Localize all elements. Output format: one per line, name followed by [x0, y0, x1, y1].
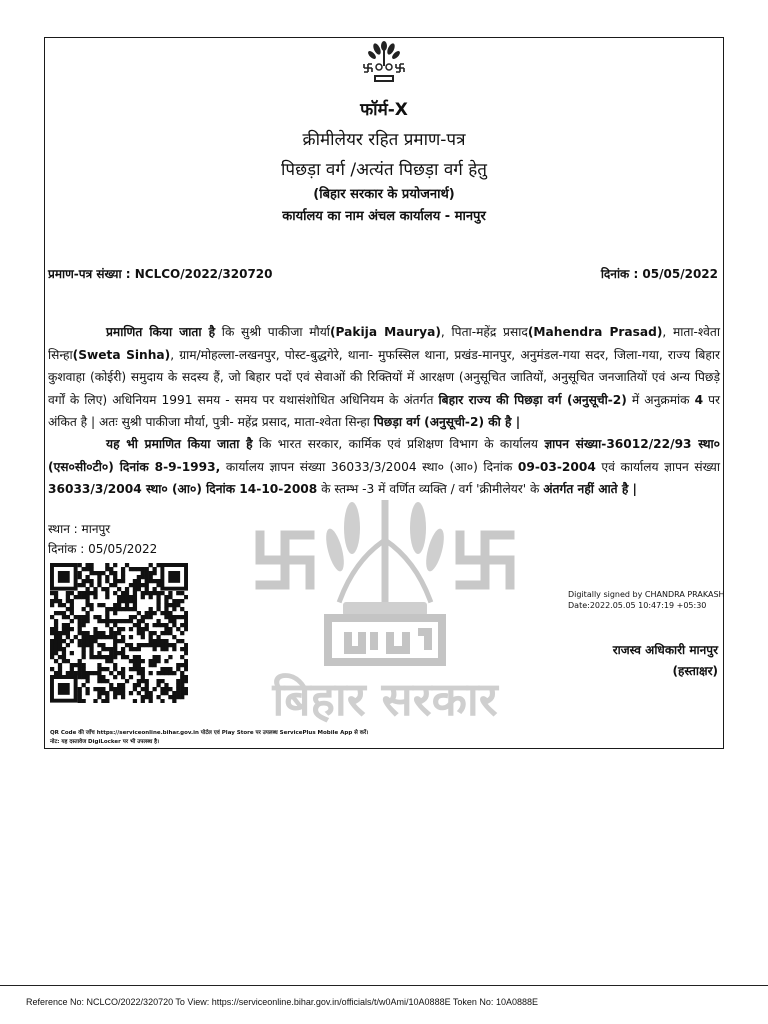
bihar-sarkar-watermark-icon	[240, 500, 530, 745]
signature-date: Date:2022.05.05 10:47:19 +05:30	[568, 601, 707, 610]
digilocker-note: नोट: यह दस्तावेज DigiLocker पर भी उपलब्ध है।	[50, 739, 160, 745]
certification-paragraph: प्रमाणित किया जाता है कि सुश्री पाकीजा मौर्या(Pakija Maurya), पिता-महेंद्र प्रसाद(Mahendra Prasad), माता-श्वेता सिन्हा(Sweta Sinha), ग्राम/मोहल्ला-लखनपुर, पोस्ट-बुद्धगेरे, थाना- मुफस्सिल थाना, प्रखंड-मानपुर, अनुमंडल-गया सदर, जिला-गया, राज्य बिहार कुशवाहा (कोईरी) समुदाय के सदस्य हैं, जो बिहार पदों एवं सेवाओं की रिक्तियों में आरक्षण (अनुसूचित जातियों, अनुसूचित जनजातियों एवं अन्य पिछड़े वर्गों के लिए) अधिनियम 1991 समय - समय पर यथासंशोधित अधिनियम के अंतर्गत बिहार राज्य की पिछड़ा वर्ग (अनुसूची-2) में अनुक्रमांक 4 पर अंकित है | अतः सुश्री पाकीजा मौर्या, पुत्री- महेंद्र प्रसाद, माता-श्वेता सिन्हा पिछड़ा वर्ग (अनुसूची-2) की है |	[48, 325, 721, 429]
non-creamy-layer-paragraph: यह भी प्रमाणित किया जाता है कि भारत सरकार, कार्मिक एवं प्रशिक्षण विभाग के कार्यालय ज्ञापन संख्या-36012/22/93 स्था० (एस०सी०टी०) दिनांक 8-9-1993, कार्यालय ज्ञापन संख्या 36033/3/2004 स्था० (आ०) दिनांक 09-03-2004 एवं कार्यालय ज्ञापन संख्या 36033/3/2004 स्था० (आ०) दिनांक 14-10-2008 के स्तम्भ -3 में वर्णित व्यक्ति / वर्ग 'क्रीमीलेयर' के अंतर्गत नहीं आते है |	[48, 437, 721, 496]
form-number: फॉर्म-X	[360, 100, 408, 120]
qr-note-line: QR Code की जाँच https://serviceonline.bihar.gov.in पोर्टल एवं Play Store पर उपलब्ध ServicePlus Mobile App से करें।	[50, 730, 369, 736]
bihar-emblem-icon	[360, 40, 408, 94]
place-label: स्थान : मानपुर	[48, 522, 111, 536]
qr-note	[50, 729, 368, 747]
certificate-purpose: (बिहार सरकार के प्रयोजनार्थ)	[313, 187, 455, 202]
certificate-title: क्रीमीलेयर रहित प्रमाण-पत्र	[302, 130, 466, 150]
digital-signature	[568, 589, 725, 611]
officer-block	[613, 640, 718, 682]
officer-signature: (हस्ताक्षर)	[672, 664, 718, 678]
footer-divider	[0, 985, 768, 986]
qr-code-icon[interactable]	[50, 563, 188, 703]
place-block	[48, 519, 157, 559]
certificate-date: दिनांक : 05/05/2022	[600, 267, 718, 281]
place-date: दिनांक : 05/05/2022	[48, 542, 158, 556]
certificate-number: प्रमाण-पत्र संख्या : NCLCO/2022/320720	[48, 267, 273, 281]
office-name: कार्यालय का नाम अंचल कार्यालय - मानपुर	[282, 209, 486, 224]
certificate-category: पिछड़ा वर्ग /अत्यंत पिछड़ा वर्ग हेतु	[281, 160, 487, 180]
footer-reference: Reference No: NCLCO/2022/320720 To View: https://serviceonline.bihar.gov.in/officials/t/w0Ami/10A0888E Token No: 10A0888E	[26, 997, 538, 1007]
watermark-text: बिहार सरकार	[272, 672, 498, 726]
officer-title: राजस्व अधिकारी मानपुर	[612, 643, 718, 657]
signature-line: Digitally signed by CHANDRA PRAKASH	[568, 590, 725, 599]
